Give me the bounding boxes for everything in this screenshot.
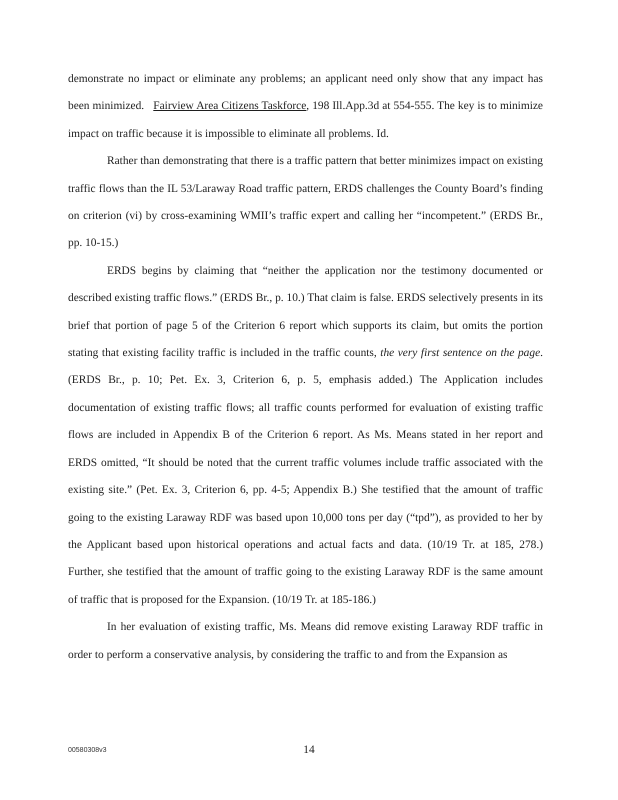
page-number: 14: [303, 744, 315, 756]
paragraph-4: In her evaluation of existing traffic, Ms. Means did remove existing Laraway RDF traffic in order to perform a conservative analysis, by considering the traffic to and from the Expansion as: [68, 621, 543, 661]
document-id: 00580308v3: [68, 747, 107, 754]
paragraph-1-text-a: demonstrate no impact or eliminate any problems; an applicant need only show that any impact has been minimized.: [68, 73, 543, 113]
paragraph-3: [68, 258, 543, 614]
body-text: [68, 66, 543, 669]
paragraph-3-text-a: ERDS begins by claiming that “neither the application nor the testimony documented or described existing traffic flows.” (ERDS Br., p. 10.) That claim is false. ERDS selectively presents in its brief that portion of page 5 of the Criterion 6 report which supports its claim, but omits the portion stating that existing facility traffic is included in the traffic counts,: [68, 264, 543, 360]
paragraph-1-text-b: , 198 Ill.App.3d at 554-555. The key is to minimize impact on traffic because it is impossible to eliminate all problems. Id.: [68, 100, 543, 140]
emphasis-text: the very first sentence on the page: [380, 347, 541, 360]
case-citation-link: Fairview Area Citizens Taskforce: [153, 100, 307, 113]
paragraph-1: [68, 66, 543, 148]
paragraph-3-text-b: . (ERDS Br., p. 10; Pet. Ex. 3, Criterion 6, p. 5, emphasis added.) The Application includes documentation of existing traffic flows; all traffic counts performed for evaluation of existing traffic flows are included in Appendix B of the Criterion 6 report. As Ms. Means stated in her report and ERDS omitted, “It should be noted that the current traffic volumes include traffic associated with the existing site.” (Pet. Ex. 3, Criterion 6, pp. 4-5; Appendix B.) She testified that the amount of traffic going to the existing Laraway RDF was based upon 10,000 tons per day (“tpd”), as provided to her by the Applicant based upon historical operations and actual facts and data. (10/19 Tr. at 185, 278.) Further, she testified that the amount of traffic going to the existing Laraway RDF is the same amount of traffic that is proposed for the Expansion. (10/19 Tr. at 185-186.): [68, 347, 543, 606]
paragraph-2: Rather than demonstrating that there is a traffic pattern that better minimizes impact on existing traffic flows than the IL 53/Laraway Road traffic pattern, ERDS challenges the County Board’s finding on criterion (vi) by cross-examining WMII’s traffic expert and calling her “incompetent.” (ERDS Br., pp. 10-15.): [68, 155, 543, 250]
